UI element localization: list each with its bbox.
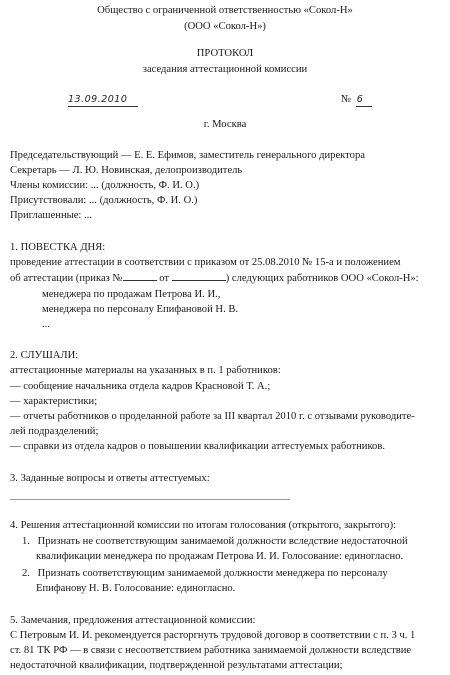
heard-item: — справки из отдела кадров о повышении квалификации аттестуемых работников. xyxy=(10,441,386,452)
organization-full-name: Общество с ограниченной ответственностью «Сокол-Н» xyxy=(97,5,353,16)
decision-item-2 xyxy=(22,567,388,580)
remarks-line-2: ст. 81 ТК РФ — в связи с несоответствием работника занимаемой должности вследствие xyxy=(10,645,412,656)
agenda-line-1: проведение аттестации в соответствии с приказом от 25.08.2010 № 15-а и положением xyxy=(10,257,401,268)
heard-item: — отчеты работников о проделанной работе за III квартал 2010 г. с отзывами руководите- xyxy=(10,411,415,422)
remarks-line-3: недостаточной квалификации, подтвержденной результатами аттестации; xyxy=(10,660,343,671)
heard-intro: аттестационные материалы на указанных в п. 1 работников: xyxy=(10,365,281,376)
heard-item: — сообщение начальника отдела кадров Красновой Т. А.; xyxy=(10,381,271,392)
decision-item-text: Признать соответствующим занимаемой должности менеджера по персоналу xyxy=(37,568,388,579)
protocol-number-value: 6 xyxy=(356,94,364,105)
agenda-ellipsis: ... xyxy=(42,319,50,330)
city: г. Москва xyxy=(203,119,247,130)
agenda-heading: 1. ПОВЕСТКА ДНЯ: xyxy=(10,242,106,253)
decision-item-1 xyxy=(22,535,408,548)
secretary: Секретарь — Л. Ю. Новинская, делопроизводитель xyxy=(10,165,243,176)
agenda-person-2: менеджера по персоналу Епифановой Н. В. xyxy=(42,304,239,315)
questions-heading: 3. Заданные вопросы и ответы аттестуемых: xyxy=(10,473,210,484)
order-number-blank xyxy=(123,271,157,281)
document-subtitle: заседания аттестационной комиссии xyxy=(142,64,308,75)
invited-list: Приглашенные: ... xyxy=(10,210,92,221)
date-underline xyxy=(68,106,138,107)
protocol-number-label: № xyxy=(341,94,352,105)
questions-answer-line xyxy=(10,499,290,500)
decisions-heading: 4. Решения аттестационной комиссии по итогам голосования (открытого, закрытого): xyxy=(10,520,397,531)
protocol-number xyxy=(341,93,363,106)
agenda-from-label: от xyxy=(159,273,170,284)
protocol-date xyxy=(68,93,127,106)
order-date-blank xyxy=(172,271,226,281)
decision-item-1-continuation: квалификации менеджера по продажам Петрова И. И. Голосование: единогласно. xyxy=(36,551,404,562)
remarks-heading: 5. Замечания, предложения аттестационной комиссии: xyxy=(10,615,256,626)
chairperson: Председательствующий — Е. Е. Ефимов, заместитель генерального директора xyxy=(10,150,365,161)
decision-item-2-continuation: Епифанову Н. В. Голосование: единогласно. xyxy=(36,583,236,594)
heard-item: лей подразделений; xyxy=(10,426,99,437)
document-title: ПРОТОКОЛ xyxy=(196,48,254,59)
agenda-line-2 xyxy=(10,271,419,285)
agenda-person-1: менеджера по продажам Петрова И. И., xyxy=(42,289,221,300)
protocol-date-value: 13.09.2010 xyxy=(68,94,128,105)
number-underline xyxy=(356,106,372,107)
agenda-order-label: об аттестации (приказ № xyxy=(10,273,123,284)
present-list: Присутствовали: ... (должность, Ф. И. О.) xyxy=(10,195,198,206)
heard-heading: 2. СЛУШАЛИ: xyxy=(10,350,79,361)
decision-item-text: Признать не соответствующим занимаемой должности вследствие недостаточной xyxy=(37,536,408,547)
agenda-employees-label: ) следующих работников ООО «Сокол-Н»: xyxy=(225,273,419,284)
organization-short-name: (ООО «Сокол-Н») xyxy=(184,21,266,32)
decision-item-number: 2. xyxy=(22,568,30,579)
remarks-line-1: С Петровым И. И. рекомендуется расторгнуть трудовой договор в соответствии с п. 3 ч. 1 xyxy=(10,630,416,641)
heard-item: — характеристики; xyxy=(10,396,98,407)
decision-item-number: 1. xyxy=(22,536,30,547)
commission-members: Члены комиссии: ... (должность, Ф. И. О.) xyxy=(10,180,200,191)
